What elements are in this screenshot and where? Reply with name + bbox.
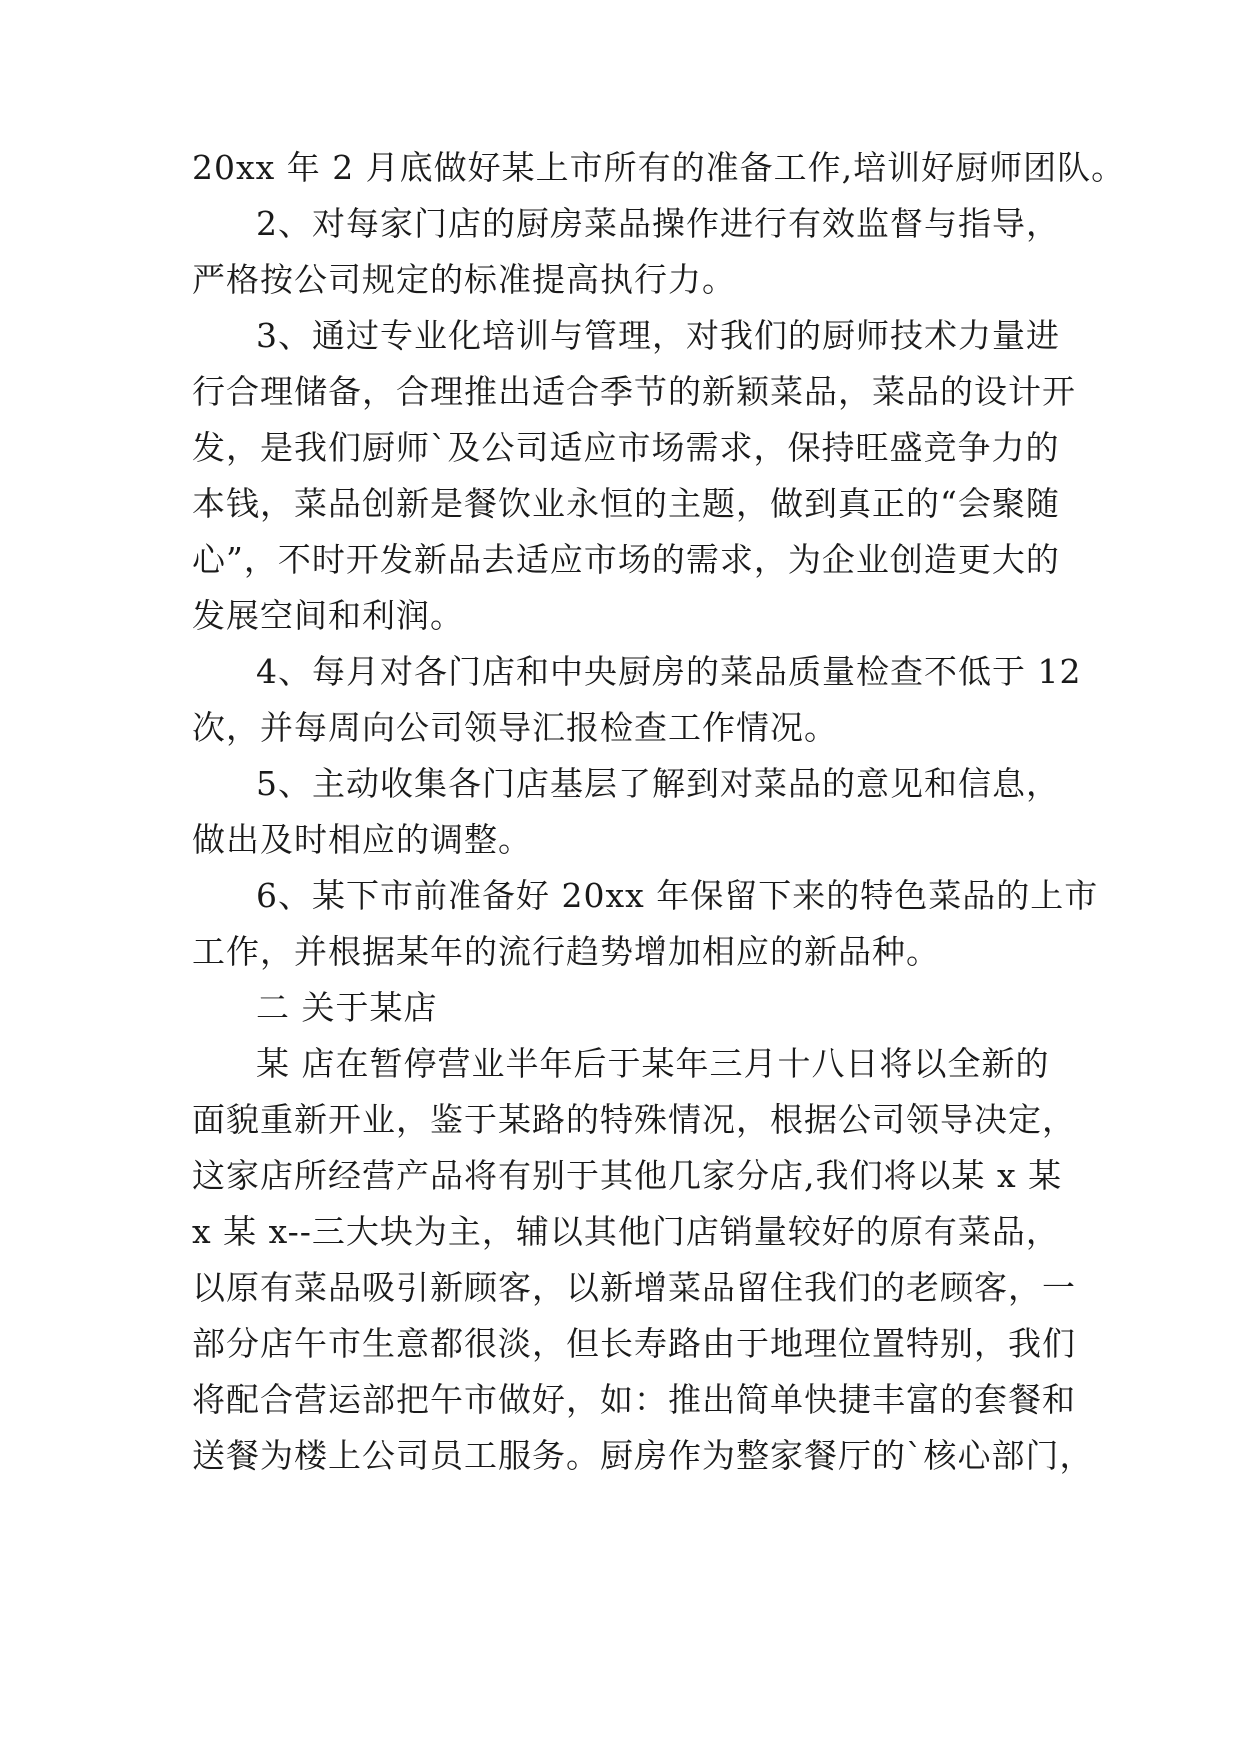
text-line: 行合理储备，合理推出适合季节的新颖菜品，菜品的设计开 bbox=[192, 372, 1076, 411]
text-line: 6、某下市前准备好 20xx 年保留下来的特色菜品的上市 bbox=[256, 876, 1099, 915]
text-line: 3、通过专业化培训与管理，对我们的厨师技术力量进 bbox=[256, 316, 1060, 355]
text-line: 面貌重新开业，鉴于某路的特殊情况，根据公司领导决定， bbox=[192, 1100, 1076, 1139]
text-line: 这家店所经营产品将有别于其他几家分店,我们将以某 x 某 bbox=[192, 1156, 1063, 1195]
text-line: 发展空间和利润。 bbox=[192, 596, 464, 635]
text-line: 做出及时相应的调整。 bbox=[192, 820, 532, 859]
text-line: 2、对每家门店的厨房菜品操作进行有效监督与指导， bbox=[256, 204, 1060, 243]
text-line: 发，是我们厨师`及公司适应市场需求，保持旺盛竞争力的 bbox=[192, 428, 1060, 467]
text-line: 将配合营运部把午市做好，如：推出简单快捷丰富的套餐和 bbox=[192, 1380, 1076, 1419]
text-line: 严格按公司规定的标准提高执行力。 bbox=[192, 260, 736, 299]
text-line: 送餐为楼上公司员工服务。厨房作为整家餐厅的`核心部门， bbox=[192, 1436, 1094, 1475]
text-line: 某 店在暂停营业半年后于某年三月十八日将以全新的 bbox=[256, 1044, 1050, 1083]
text-line: 心”，不时开发新品去适应市场的需求，为企业创造更大的 bbox=[192, 540, 1060, 579]
text-line: 4、每月对各门店和中央厨房的菜品质量检查不低于 12 bbox=[256, 652, 1082, 691]
text-line: 次，并每周向公司领导汇报检查工作情况。 bbox=[192, 708, 838, 747]
text-line: 本钱，菜品创新是餐饮业永恒的主题，做到真正的“会聚随 bbox=[192, 484, 1060, 523]
text-line: 5、主动收集各门店基层了解到对菜品的意见和信息， bbox=[256, 764, 1060, 803]
text-line: 20xx 年 2 月底做好某上市所有的准备工作,培训好厨师团队。 bbox=[192, 148, 1126, 187]
text-line: x 某 x--三大块为主，辅以其他门店销量较好的原有菜品， bbox=[192, 1212, 1060, 1251]
text-line: 部分店午市生意都很淡，但长寿路由于地理位置特别，我们 bbox=[192, 1324, 1076, 1363]
text-line: 工作，并根据某年的流行趋势增加相应的新品种。 bbox=[192, 932, 940, 971]
section-heading: 二 关于某店 bbox=[256, 988, 438, 1027]
text-line: 以原有菜品吸引新顾客，以新增菜品留住我们的老顾客，一 bbox=[192, 1268, 1076, 1307]
